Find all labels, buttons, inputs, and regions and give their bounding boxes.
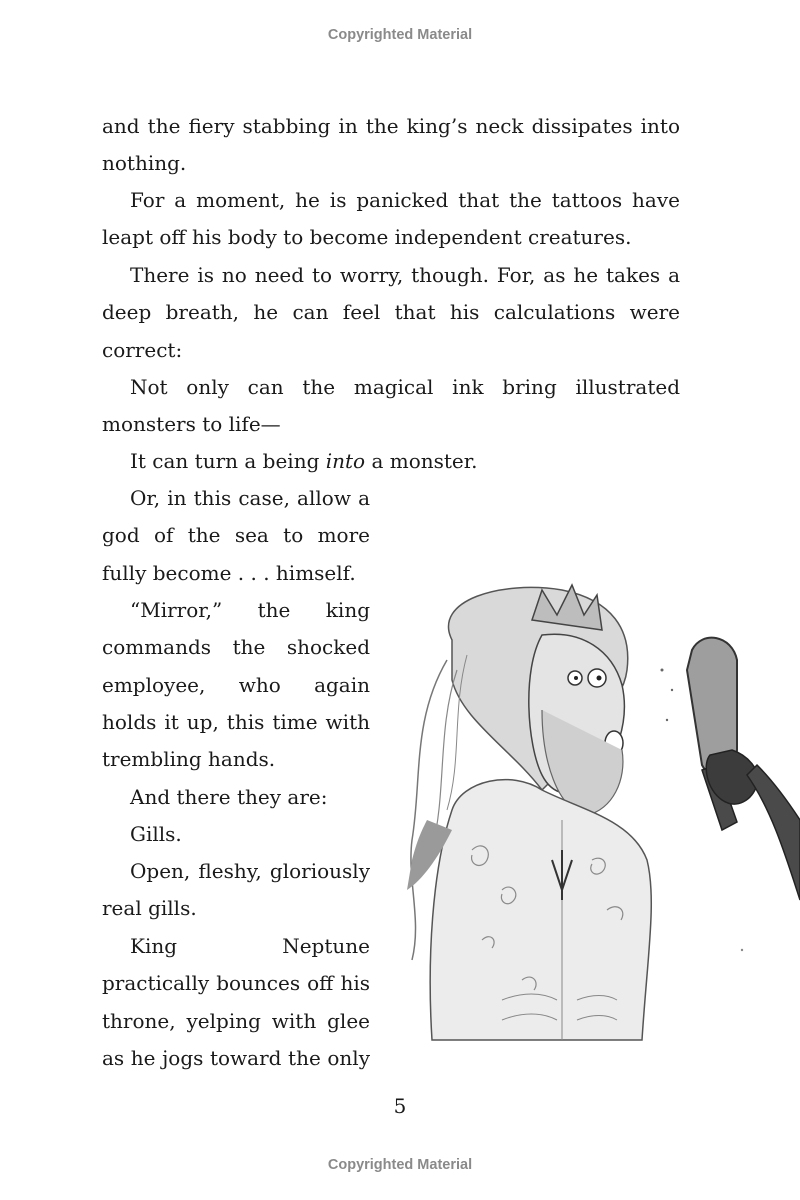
king-neptune-with-mirror-illustration <box>392 560 800 1060</box>
emphasis-into: into <box>325 449 366 473</box>
page-number: 5 <box>393 1094 407 1118</box>
paragraph-10: Open, fleshy, gloriously real gills. <box>102 859 370 921</box>
paragraph-5-end: a monster. <box>365 449 478 473</box>
watermark-top: Copyrighted Material <box>327 27 473 43</box>
paragraph-11: King Neptune practically bounces off his throne, yelping with glee as he jogs toward the only <box>102 934 370 1070</box>
paragraph-2: For a moment, he is panicked that the tattoos have leapt off his body to become independent creatures. <box>102 188 680 250</box>
paragraph-6: Or, in this case, allow a god of the sea to more fully become . . . himself. <box>102 486 370 585</box>
paragraph-3: There is no need to worry, though. For, as he takes a deep breath, he can feel that his calculations were correct: <box>102 263 680 362</box>
paragraph-7: “Mirror,” the king commands the shocked employee, who again holds it up, this time with trembling hands. <box>102 598 370 772</box>
paragraph-5-start: It can turn a being <box>130 449 326 473</box>
paragraph-8: And there they are: <box>130 785 328 809</box>
paragraph-5 <box>102 443 680 480</box>
paragraph-1: and the fiery stabbing in the king’s neck dissipates into nothing. <box>102 114 680 176</box>
paragraph-9: Gills. <box>130 822 182 846</box>
watermark-bottom: Copyrighted Material <box>327 1157 473 1173</box>
paragraph-4: Not only can the magical ink bring illustrated monsters to life— <box>102 375 680 437</box>
